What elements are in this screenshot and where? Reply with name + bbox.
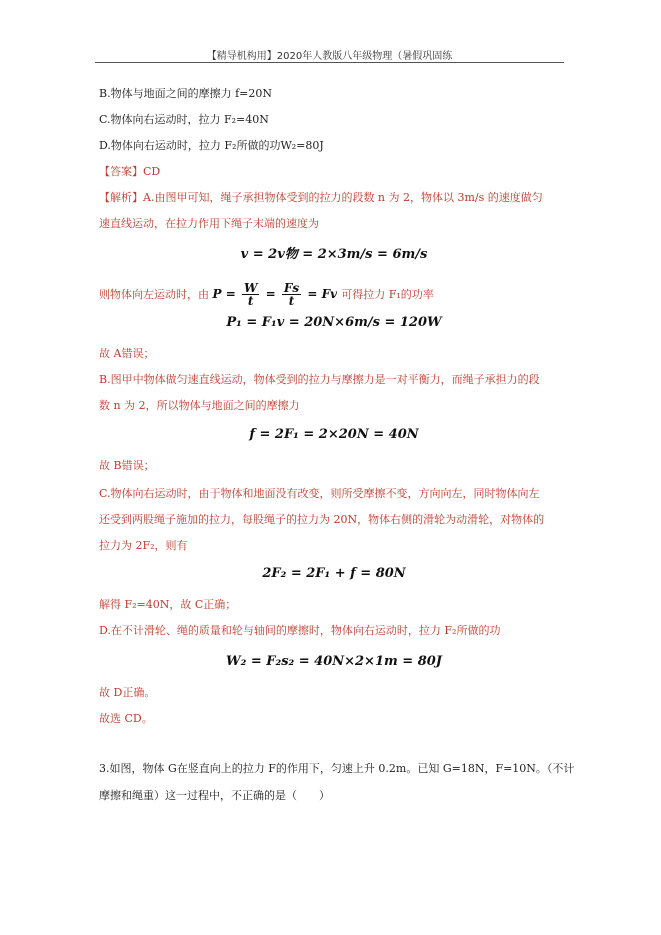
power-formula — [212, 281, 342, 308]
answer-line: 【答案】CD — [99, 165, 161, 178]
analysis-c-line-2: 还受到两股绳子施加的拉力，每股绳子的拉力为 20N，物体右侧的滑轮为动滑轮，对物体的 — [99, 513, 545, 526]
analysis-text-3-pre: 则物体向左运动时，由 — [99, 288, 209, 301]
equals-sign: = — [265, 287, 276, 301]
analysis-text-1: A.由图甲可知，绳子承担物体受到的拉力的段数 n 为 2，物体以 3m/s 的速度做匀 — [143, 191, 543, 204]
formula-power: P₁ = F₁v = 20N×6m/s = 120W — [226, 315, 442, 330]
option-b: B.物体与地面之间的摩擦力 f=20N — [99, 87, 272, 100]
conclusion-a: 故 A错误； — [99, 347, 155, 360]
fraction-denominator: t — [247, 294, 254, 308]
analysis-line-1 — [99, 191, 569, 205]
page-header: 【精导机构用】2020年人教版八年级物理（暑假巩固练 — [206, 51, 453, 62]
question-3-line-1: 3.如图，物体 G在竖直向上的拉力 F的作用下，匀速上升 0.2m。已知 G=18N，F=10N。（不计 — [99, 762, 575, 775]
fraction-w-over-t — [242, 282, 259, 307]
power-symbol: P = — [212, 287, 236, 301]
formula-friction: f = 2F₁ = 2×20N = 40N — [249, 427, 419, 442]
analysis-label: 【解析】 — [99, 191, 143, 204]
fraction-numerator: W — [243, 281, 258, 295]
final-answer: 故选 CD。 — [99, 712, 153, 725]
formula-velocity: v = 2v物 = 2×3m/s = 6m/s — [240, 247, 428, 262]
analysis-line-2: 速直线运动，在拉力作用下绳子末端的速度为 — [99, 217, 319, 230]
option-c: C.物体向右运动时，拉力 F₂=40N — [99, 113, 269, 126]
power-formula-end: = Fv — [307, 287, 338, 301]
option-d: D.物体向右运动时，拉力 F₂所做的功W₂=80J — [99, 139, 324, 152]
analysis-c-line-3: 拉力为 2F₂，则有 — [99, 539, 188, 552]
formula-force-balance: 2F₂ = 2F₁ + f = 80N — [262, 566, 406, 581]
conclusion-c: 解得 F₂=40N，故 C正确； — [99, 598, 237, 611]
conclusion-b: 故 B错误； — [99, 459, 155, 472]
analysis-line-3 — [99, 282, 569, 307]
conclusion-d: 故 D正确。 — [99, 686, 156, 699]
question-3-line-2: 摩擦和绳重）这一过程中，不正确的是（ ） — [99, 789, 330, 802]
analysis-d-line-1: D.在不计滑轮、绳的质量和轮与轴间的摩擦时，物体向右运动时，拉力 F₂所做的功 — [99, 624, 501, 637]
fraction-denominator: t — [288, 294, 295, 308]
fraction-fs-over-t — [282, 282, 301, 307]
formula-work: W₂ = F₂s₂ = 40N×2×1m = 80J — [226, 654, 442, 669]
fraction-numerator: Fs — [283, 281, 300, 295]
analysis-b-line-2: 数 n 为 2，所以物体与地面之间的摩擦力 — [99, 399, 300, 412]
header-divider — [95, 62, 564, 63]
analysis-b-line-1: B.图甲中物体做匀速直线运动，物体受到的拉力与摩擦力是一对平衡力，而绳子承担力的段 — [99, 373, 540, 386]
analysis-text-3-post: 可得拉力 F₁的功率 — [341, 288, 434, 301]
analysis-c-line-1: C.物体向右运动时，由于物体和地面没有改变，则所受摩擦不变，方向向左，同时物体向左 — [99, 487, 540, 500]
